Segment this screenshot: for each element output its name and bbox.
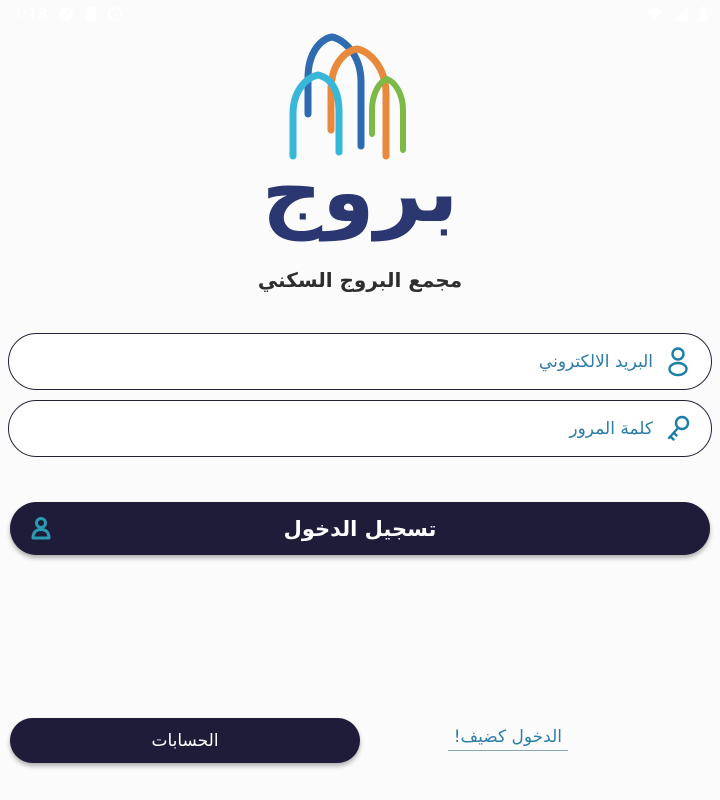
wifi-icon [645,7,663,21]
login-button-label: تسجيل الدخول [283,516,437,541]
password-field[interactable] [9,401,711,456]
email-field-container [8,333,712,390]
battery-icon [699,6,708,22]
login-button[interactable] [10,502,710,555]
signal-icon [673,7,689,21]
sd-card-icon [84,6,97,22]
app-subtitle: مجمع البروج السكني [257,268,463,292]
password-field-container [8,400,712,457]
accounts-button[interactable]: الحسابات [10,718,360,763]
status-bar [0,0,720,26]
logo-wordmark: بروج [261,143,459,241]
key-icon [663,414,691,444]
clock-time: 3:18 [12,5,48,23]
logo-arches-icon [275,32,445,160]
email-field[interactable] [9,334,711,389]
person-icon [665,346,691,378]
alarm-icon [107,6,123,22]
guest-login-link[interactable]: الدخول كضيف! [448,727,568,751]
person-icon [28,515,54,543]
do-not-disturb-icon [58,6,74,22]
app-logo [0,32,720,241]
